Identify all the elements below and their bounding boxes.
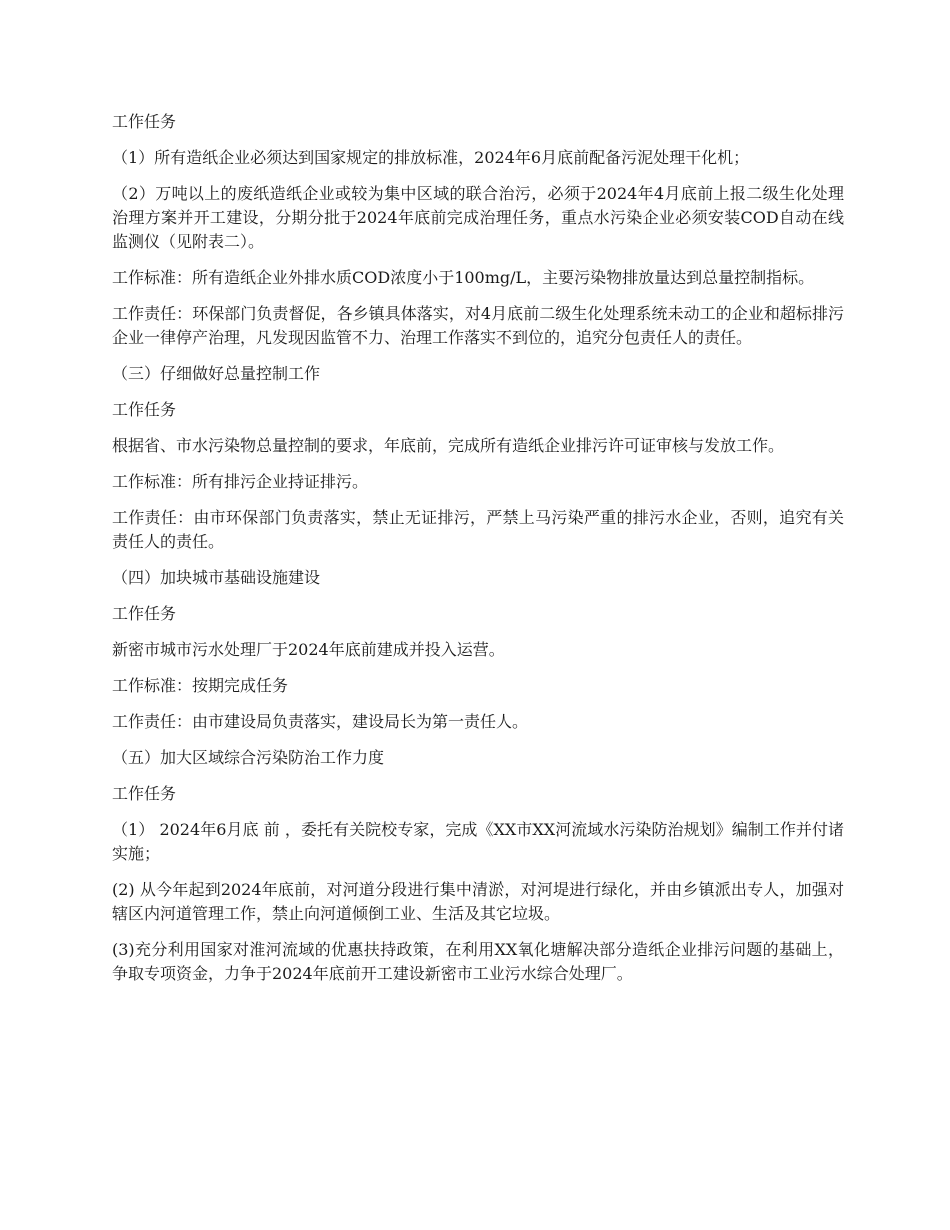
paragraph-task-heading-2: 工作任务 — [112, 400, 177, 419]
paragraph-task-4: 新密市城市污水处理厂于2024年底前建成并投入运营。 — [112, 640, 505, 659]
paragraph-standard-2: 工作标准：所有排污企业持证排污。 — [112, 472, 369, 491]
section-heading-5: （五）加大区域综合污染防治工作力度 — [112, 748, 385, 767]
paragraph-task-heading-4: 工作任务 — [112, 784, 177, 803]
paragraph-task-heading-3: 工作任务 — [112, 604, 177, 623]
paragraph-task-heading-1: 工作任务 — [112, 112, 177, 131]
paragraph-task-6: (2) 从今年起到2024年底前，对河道分段进行集中清淤，对河堤进行绿化，并由乡镇派出专人，加强对辖区内河道管理工作，禁止向河道倾倒工业、生活及其它垃圾。 — [112, 880, 844, 923]
document-body — [112, 110, 844, 998]
section-heading-3: （三）仔细做好总量控制工作 — [112, 364, 321, 383]
paragraph-responsibility-3: 工作责任：由市建设局负责落实，建设局长为第一责任人。 — [112, 712, 529, 731]
paragraph-responsibility-1: 工作责任：环保部门负责督促，各乡镇具体落实，对4月底前二级生化处理系统未动工的企业和超标排污企业一律停产治理，凡发现因监管不力、治理工作落实不到位的，追究分包责任人的责任。 — [112, 304, 844, 347]
paragraph-responsibility-2: 工作责任：由市环保部门负责落实，禁止无证排污，严禁上马污染严重的排污水企业，否则，追究有关责任人的责任。 — [112, 508, 844, 551]
paragraph-task-1: （1）所有造纸企业必须达到国家规定的排放标准，2024年6月底前配备污泥处理干化机； — [112, 148, 750, 167]
paragraph-task-7: (3)充分利用国家对淮河流域的优惠扶持政策，在利用XX氧化塘解决部分造纸企业排污问题的基础上，争取专项资金，力争于2024年底前开工建设新密市工业污水综合处理厂。 — [112, 940, 844, 983]
paragraph-standard-3: 工作标准：按期完成任务 — [112, 676, 289, 695]
paragraph-standard-1: 工作标准：所有造纸企业外排水质COD浓度小于100mg/L，主要污染物排放量达到总量控制指标。 — [112, 268, 815, 287]
section-heading-4: （四）加块城市基础设施建设 — [112, 568, 321, 587]
paragraph-task-5: （1） 2024年6月底 前 ，委托有关院校专家，完成《XX市XX河流域水污染防治规划》编制工作并付诸实施； — [112, 820, 844, 863]
paragraph-task-3: 根据省、市水污染物总量控制的要求，年底前，完成所有造纸企业排污许可证审核与发放工作。 — [112, 436, 785, 455]
paragraph-task-2: （2）万吨以上的废纸造纸企业或较为集中区域的联合治污，必须于2024年4月底前上报二级生化处理治理方案并开工建设，分期分批于2024年底前完成治理任务，重点水污染企业必须安装COD自动在线监测仪（见附表二）。 — [112, 184, 844, 251]
